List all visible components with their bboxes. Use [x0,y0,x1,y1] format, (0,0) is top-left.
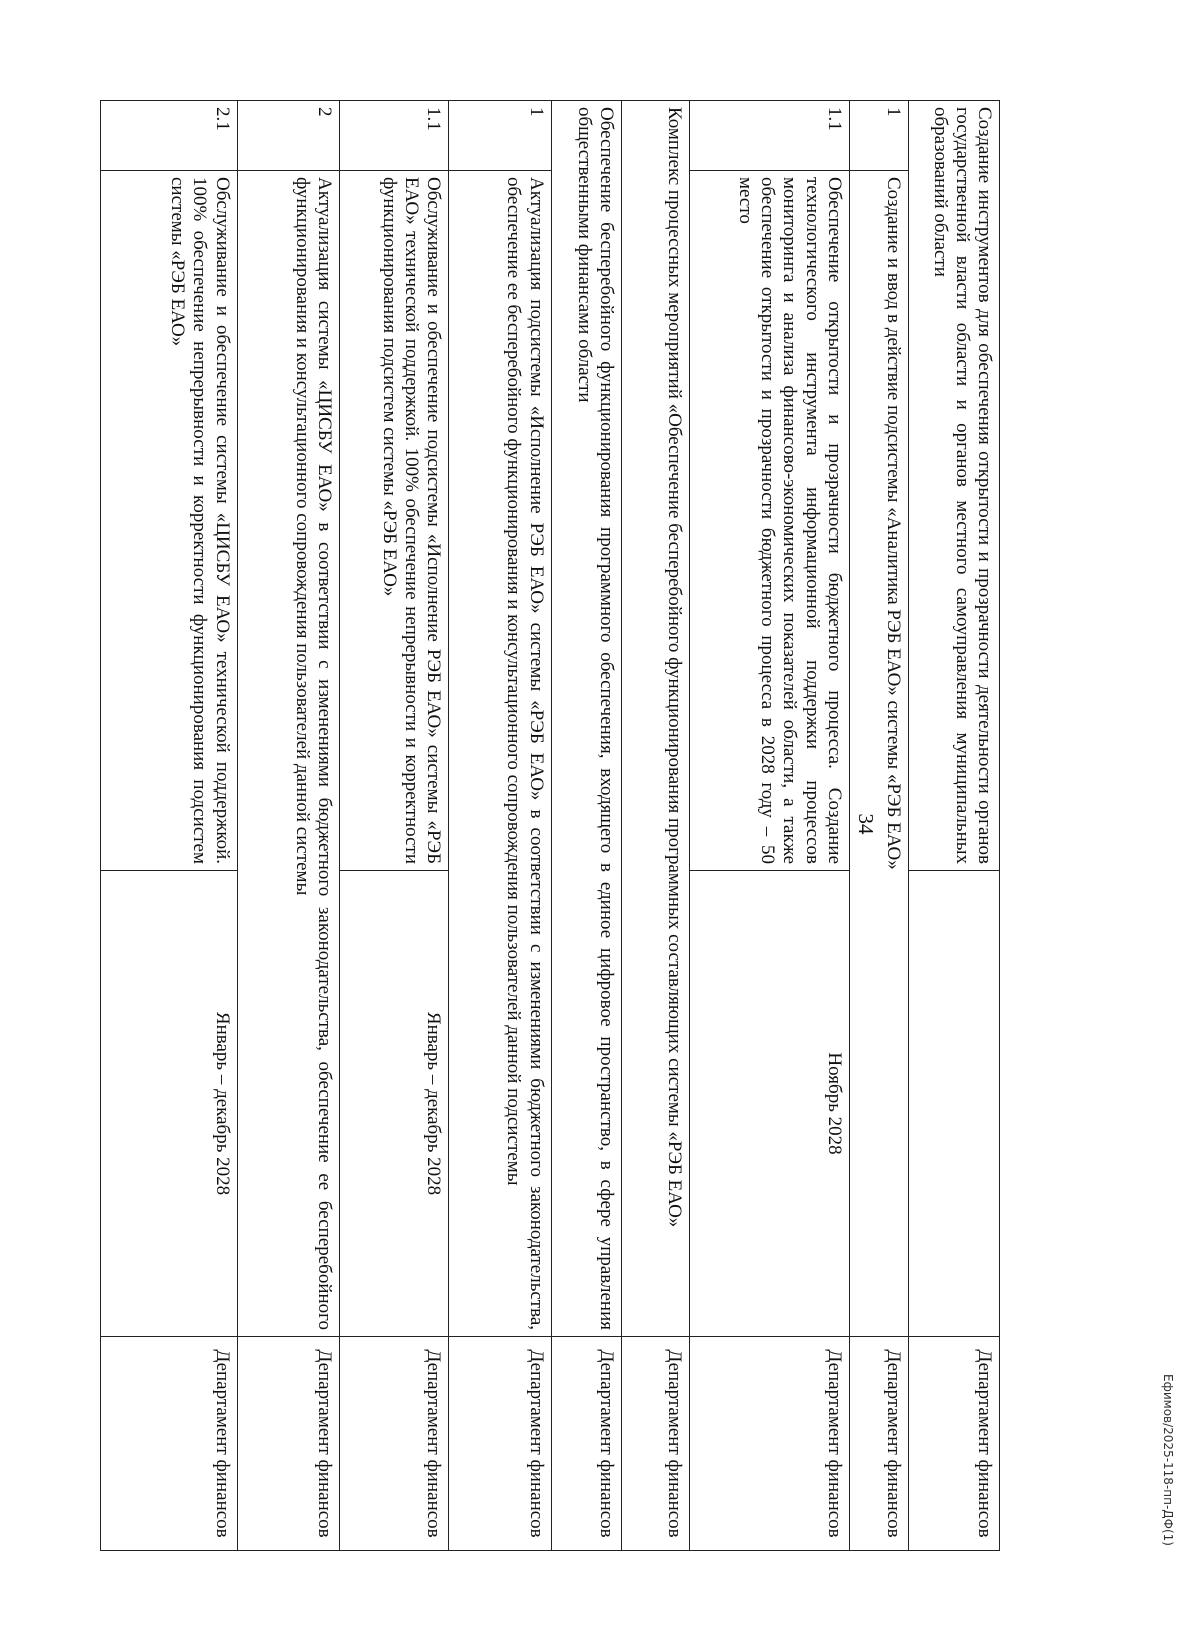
page-number: 34 [854,813,878,835]
row-responsible: Департамент финансов [690,1337,849,1551]
row-number: 1 [849,101,908,171]
row-responsible: Департамент финансов [237,1337,339,1551]
row-text: Обслуживание и обеспечение подсистемы «Исполнение РЭБ ЕАО» системы «РЭБ ЕАО» технической поддержкой. 100% обеспечение непрерывности и корректности функционирования подсистем системы «РЭБ ЕАО» [340,171,449,871]
row-text: Обслуживание и обеспечение системы «ЦИСБУ ЕАО» технической поддержкой. 100% обеспечение непрерывности и корректности функционирования подсистем системы «РЭБ ЕАО» [101,171,238,871]
row-text: Обеспечение открытости и прозрачности бюджетного процесса. Создание технологического инструмента информационной поддержки процессов мониторинга и анализа финансово-экономических показателей области, а также обеспечение открытости и прозрачности бюджетного процесса в 2028 году – 50 место [690,171,849,871]
row-date: Январь – декабрь 2028 [101,871,238,1337]
row-number: 1.1 [340,101,449,171]
row-text: Комплекс процессных мероприятий «Обеспечение бесперебойного функционирования программных составляющих системы «РЭБ ЕАО» [622,101,690,1337]
row-number: 1.1 [690,101,849,171]
table-row [551,101,622,1551]
table-row [340,101,449,1551]
table-row [101,101,238,1551]
row-responsible: Департамент финансов [449,1337,551,1551]
row-responsible: Департамент финансов [622,1337,690,1551]
table-row [622,101,690,1551]
footer-note: Ефимов/2025-118-пп-ДФ(1) [1161,1374,1175,1546]
table-row [849,101,908,1551]
row-responsible: Департамент финансов [551,1337,622,1551]
table-row [449,101,551,1551]
row-date [908,871,999,1337]
table-row [908,101,999,1551]
row-text: Актуализация системы «ЦИСБУ ЕАО» в соответствии с изменениями бюджетного законодательства, обеспечение ее бесперебойного функционирования и консультационного сопровождения пользователей данной системы [237,171,339,1337]
row-date: Январь – декабрь 2028 [340,871,449,1337]
table-row [690,101,849,1551]
row-text: Создание и ввод в действие подсистемы «Аналитика РЭБ ЕАО» системы «РЭБ ЕАО» [849,171,908,1337]
row-text: Обеспечение бесперебойного функционирования программного обеспечения, входящего в единое цифровое пространство, в сфере управления общественными финансами области [551,101,622,1337]
row-responsible: Департамент финансов [849,1337,908,1551]
row-date: Ноябрь 2028 [690,871,849,1337]
row-text: Актуализация подсистемы «Исполнение РЭБ ЕАО» системы «РЭБ ЕАО» в соответствии с изменениями бюджетного законодательства, обеспечение ее бесперебойного функционирования и консультационного сопровождения пользователей данной подсистемы [449,171,551,1337]
row-responsible: Департамент финансов [908,1337,999,1551]
row-text-content: Создание инструментов для обеспечения открытости и прозрачности деятельности органов государственной власти области и органов местного самоуправления муниципальных образований области [929,107,995,865]
row-number: 1 [449,101,551,171]
table-row [237,101,339,1551]
row-responsible: Департамент финансов [101,1337,238,1551]
plan-table [100,100,1000,1551]
rotated-table-wrapper [100,100,1000,1550]
row-text [908,101,999,871]
row-responsible: Департамент финансов [340,1337,449,1551]
row-number: 2.1 [101,101,238,171]
row-number: 2 [237,101,339,171]
